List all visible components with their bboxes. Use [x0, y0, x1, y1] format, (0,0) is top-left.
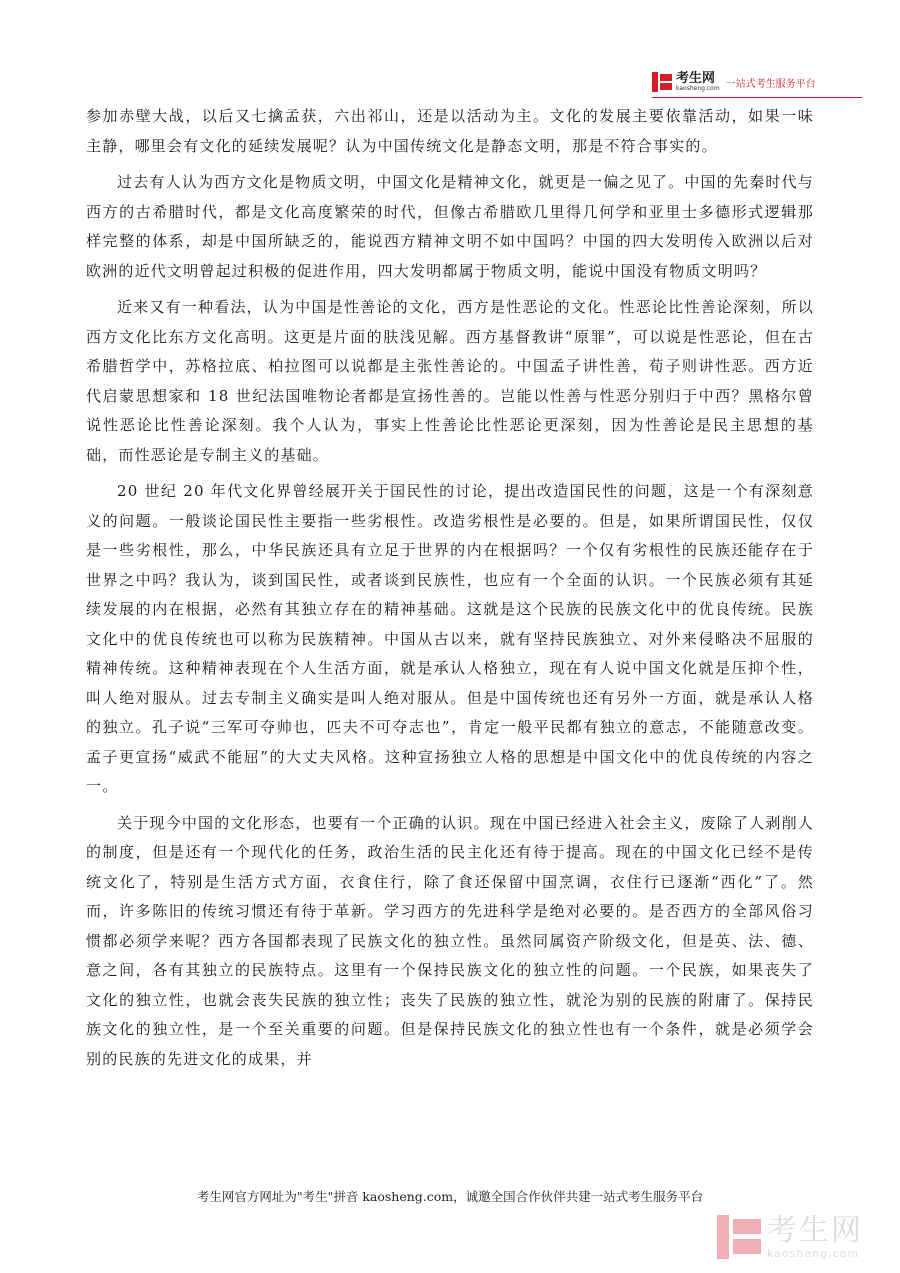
paragraph-5: 关于现今中国的文化形态，也要有一个正确的认识。现在中国已经进入社会主义，废除了人剥削人的制度，但是还有一个现代化的任务，政治生活的民主化还有待于提高。现在的中国文化已经不是传统文化了，特别是生活方式方面，衣食住行，除了食还保留中国烹调，衣住行已逐渐“西化”了。然而，许多陈旧的传统习惯还有待于革新。学习西方的先进科学是绝对必要的。是否西方的全部风俗习惯都必须学来呢？西方各国都表现了民族文化的独立性。虽然同属资产阶级文化，但是英、法、德、意之间，各有其独立的民族特点。这里有一个保持民族文化的独立性的问题。一个民族，如果丧失了文化的独立性，也就会丧失民族的独立性；丧失了民族的独立性，就沦为别的民族的附庸了。保持民族文化的独立性，是一个至关重要的问题。但是保持民族文化的独立性也有一个条件，就是必须学会别的民族的先进文化的成果，并	[86, 813, 814, 1068]
paragraph-1: 参加赤壁大战，以后又七擒孟获，六出祁山，还是以活动为主。文化的发展主要依靠活动，如果一味主静，哪里会有文化的延续发展呢？认为中国传统文化是静态文明，那是不符合事实的。	[86, 107, 814, 155]
paragraph-4: 20 世纪 20 年代文化界曾经展开关于国民性的讨论，提出改造国民性的问题，这是一个有深刻意义的问题。一般谈论国民性主要指一些劣根性。改造劣根性是必要的。但是，如果所谓国民性，仅仅是一些劣根性，那么，中华民族还具有立足于世界的内在根据吗？一个仅有劣根性的民族还能存在于世界之中吗？我认为，谈到国民性，或者谈到民族性，也应有一个全面的认识。一个民族必须有其延续发展的内在根据，必然有其独立存在的精神基础。这就是这个民族的民族文化中的优良传统。民族文化中的优良传统也可以称为民族精神。中国从古以来，就有坚持民族独立、对外来侵略决不屈服的精神传统。这种精神表现在个人生活方面，就是承认人格独立，现在有人说中国文化就是压抑个性，叫人绝对服从。过去专制主义确实是叫人绝对服从。但是中国传统也还有另外一方面，就是承认人格的独立。孔子说“三军可夺帅也，匹夫不可夺志也”，肯定一般平民都有独立的意志，不能随意改变。孟子更宣扬“威武不能屈”的大丈夫风格。这种宣扬独立人格的思想是中国文化中的优良传统的内容之一。	[86, 482, 814, 795]
page-footer: 考生网官方网址为"考生"拼音 kaosheng.com，诚邀全国合作伙伴共建一站式考生服务平台	[196, 1189, 704, 1204]
watermark-name: 考生网	[767, 1212, 863, 1248]
paragraph-3: 近来又有一种看法，认为中国是性善论的文化，西方是性恶论的文化。性恶论比性善论深刻，所以西方文化比东方文化高明。这更是片面的肤浅见解。西方基督教讲“原罪”，可以说是性恶论，但在古希腊哲学中，苏格拉底、柏拉图可以说都是主张性善论的。中国孟子讲性善，荀子则讲性恶。西方近代启蒙思想家和 18 世纪法国唯物论者都是宣扬性善的。岂能以性善与性恶分别归于中西？黑格尔曾说性恶论比性善论深刻。我个人认为，事实上性善论比性恶论更深刻，因为性善论是民主思想的基础，而性恶论是专制主义的基础。	[86, 298, 814, 464]
header-divider	[652, 97, 862, 98]
watermark-text	[767, 1212, 863, 1260]
watermark-logo	[717, 1212, 887, 1262]
kaosheng-logo-icon	[652, 72, 672, 92]
logo-name: 考生网	[676, 71, 716, 86]
article-body	[86, 102, 814, 1074]
header-slogan: 一站式考生服务平台	[725, 78, 816, 90]
logo-text	[676, 72, 720, 92]
watermark-domain: kaosheng.com	[767, 1246, 860, 1260]
site-logo	[652, 70, 862, 94]
logo-domain: kaosheng.com	[676, 85, 720, 92]
watermark-logo-icon	[717, 1215, 761, 1259]
paragraph-2: 过去有人认为西方文化是物质文明，中国文化是精神文化，就更是一偏之见了。中国的先秦时代与西方的古希腊时代，都是文化高度繁荣的时代，但像古希腊欧几里得几何学和亚里士多德形式逻辑那样完整的体系，却是中国所缺乏的，能说西方精神文明不如中国吗？中国的四大发明传入欧洲以后对欧洲的近代文明曾起过积极的促进作用，四大发明都属于物质文明，能说中国没有物质文明吗？	[86, 173, 814, 280]
